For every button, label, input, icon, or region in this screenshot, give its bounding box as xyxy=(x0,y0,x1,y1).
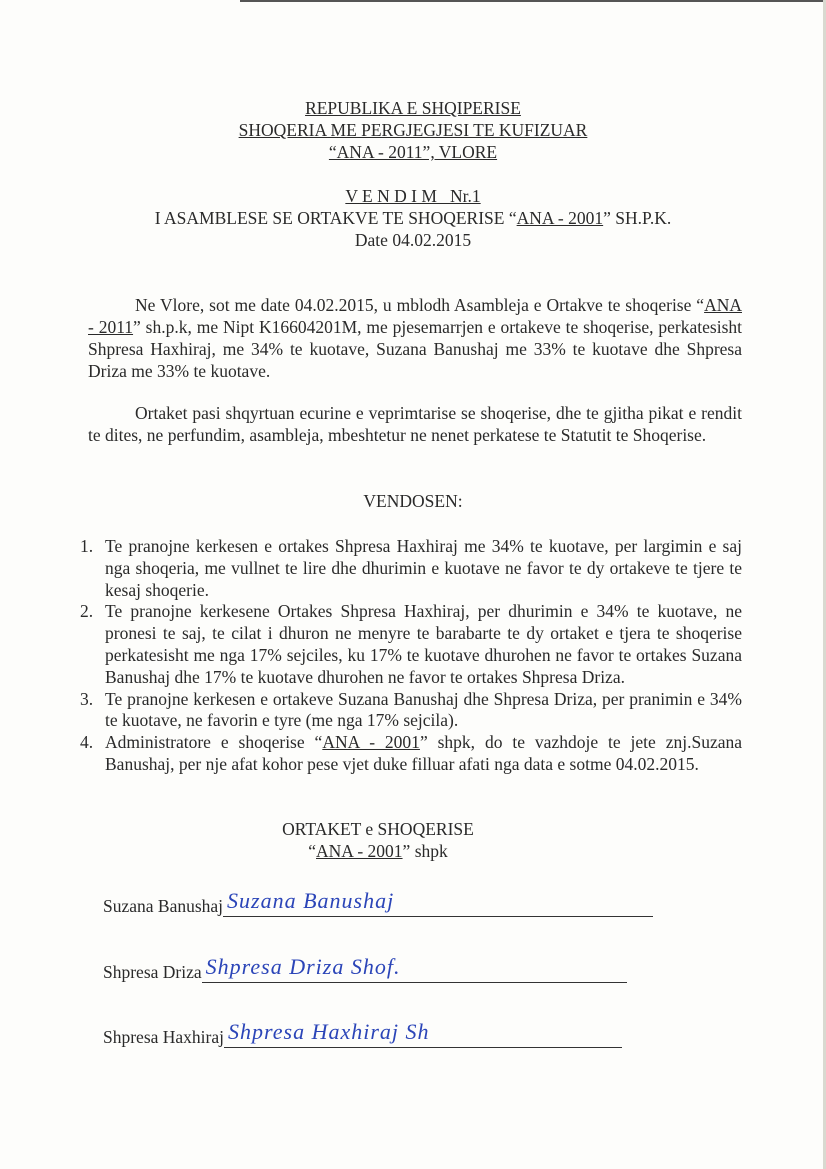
paragraph-company: ANA - 2011 xyxy=(88,295,742,337)
scan-edge-line xyxy=(240,0,826,2)
decision-subtitle xyxy=(0,207,826,229)
handwritten-signature: Shpresa Haxhiraj Sh xyxy=(228,1019,430,1044)
item-company: ANA - 2001 xyxy=(322,732,420,753)
closing-company xyxy=(0,840,791,862)
signature-line xyxy=(224,1017,622,1048)
decision-item xyxy=(80,536,742,601)
document-header xyxy=(0,97,826,163)
item-text: ” shpk, do te vazhdoje te jete znj.Suzana Banushaj, per nje afat kohor pese vjet duke filluar afati nga data e sotme 04.02.2015. xyxy=(105,732,743,774)
item-number: 3. xyxy=(80,688,94,709)
quote: “ xyxy=(308,841,317,861)
paragraph-meeting xyxy=(88,294,742,382)
signature-line xyxy=(223,886,653,917)
item-number: 4. xyxy=(80,732,94,753)
item-text: Administratore e shoqerise “ xyxy=(105,732,323,753)
signature-row xyxy=(103,1017,622,1048)
decision-item xyxy=(80,689,742,733)
item-number: 1. xyxy=(80,536,94,556)
paragraph-text: ” sh.p.k, me Nipt K16604201M, me pjesemarrjen e ortakeve te shoqerise, perkatesisht Shpresa Haxhiraj, me 34% te kuotave, Suzana Banushaj me 33% te kuotave dhe Shpresa Driza me 33% te kuotave. xyxy=(88,317,742,381)
handwritten-signature: Shpresa Driza Shof. xyxy=(205,954,401,979)
header-company-name: “ANA - 2011”, VLORE xyxy=(328,142,498,162)
paragraph-text: Ortaket pasi shqyrtuan ecurine e veprimtarise se shoqerise, dhe te gjitha pikat e rendit te dites, ne perfundim, asambleja, mbeshtetur ne nenet perkatese te Statutit te Shoqerise. xyxy=(88,403,742,445)
decision-date: Date 04.02.2015 xyxy=(354,230,472,250)
paragraph-review xyxy=(88,402,742,446)
closing-suffix: ” shpk xyxy=(402,841,448,861)
signatory-name: Shpresa Driza xyxy=(103,962,202,982)
decided-heading: VENDOSEN: xyxy=(363,491,463,511)
subtitle-company: ANA - 2001 xyxy=(516,208,604,228)
decision-heading xyxy=(0,185,826,251)
decision-item xyxy=(80,601,742,688)
paragraph-text: Ne Vlore, sot me date 04.02.2015, u mblodh Asambleja e Ortakve te shoqerise “ xyxy=(135,295,705,315)
item-text: Te pranojne kerkesen e ortakeve Suzana Banushaj dhe Shpresa Driza, per pranimin e 34% te kuotave, ne favorin e tyre (me nga 17% sejcila). xyxy=(105,688,742,731)
header-country: REPUBLIKA E SHQIPERISE xyxy=(305,98,521,118)
signatory-name: Shpresa Haxhiraj xyxy=(103,1027,225,1047)
closing-title: ORTAKET e SHOQERISE xyxy=(282,819,474,839)
decision-title: V E N D I M Nr.1 xyxy=(345,186,481,206)
item-text: Te pranojne kerkesene Ortakes Shpresa Haxhiraj, per dhurimin e 34% te kuotave, ne pronesi te saj, te cilat i dhuron ne menyre te barabarte te dy ortaket e tjera te shoqerise perkatesisht me nga 17% sejciles, ku 17% te kuotave dhurohen ne favor te ortakes Suzana Banushaj dhe 17% te kuotave dhurohen ne favor te ortakes Shpresa Driza. xyxy=(105,601,742,687)
signature-line xyxy=(202,952,627,983)
item-text: Te pranojne kerkesen e ortakes Shpresa Haxhiraj me 34% te kuotave, per largimin e saj nga shoqeria, me vullnet te lire dhe dhurimin e kuotave ne favor te dy ortakeve te tjere te kesaj shoqerie. xyxy=(105,536,742,600)
signature-row xyxy=(103,952,627,983)
signature-row xyxy=(103,886,653,917)
header-company-type: SHOQERIA ME PERGJEGJESI TE KUFIZUAR xyxy=(238,120,588,140)
closing-block xyxy=(0,818,791,862)
item-number: 2. xyxy=(80,601,94,622)
signatory-name: Suzana Banushaj xyxy=(103,896,224,916)
decision-item xyxy=(80,732,742,776)
subtitle-text: I ASAMBLESE SE ORTAKVE TE SHOQERISE “ xyxy=(154,208,517,228)
subtitle-suffix: ” SH.P.K. xyxy=(603,208,672,228)
closing-company-name: ANA - 2001 xyxy=(316,841,403,861)
handwritten-signature: Suzana Banushaj xyxy=(227,888,395,913)
decision-items xyxy=(80,536,742,776)
